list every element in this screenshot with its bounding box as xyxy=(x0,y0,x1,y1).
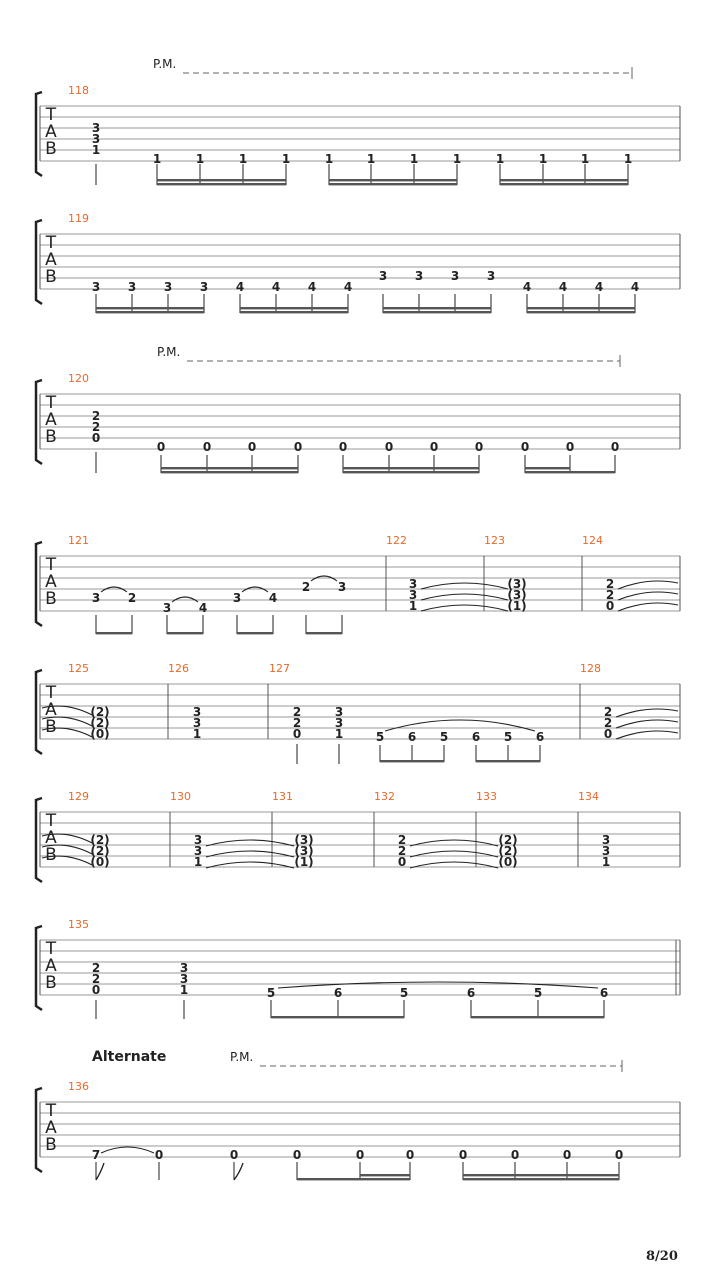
fret-number: 2 xyxy=(397,844,407,858)
fret-number: 0 xyxy=(91,431,101,445)
fret-number: 2 xyxy=(603,705,613,719)
fret-number: 3 xyxy=(232,591,242,605)
fret-number: (2) xyxy=(498,844,518,858)
tie-arc xyxy=(618,592,678,600)
fret-number: 2 xyxy=(127,591,137,605)
fret-number: 1 xyxy=(580,152,590,166)
fret-number: 4 xyxy=(630,280,640,294)
fret-number: 3 xyxy=(601,844,611,858)
fret-number: 4 xyxy=(307,280,317,294)
system-119-bracket xyxy=(36,220,42,304)
measure-number: 134 xyxy=(578,790,599,803)
fret-number: 0 xyxy=(614,1148,624,1162)
note-beam xyxy=(500,183,628,185)
fret-number: 0 xyxy=(202,440,212,454)
system-135-bracket xyxy=(36,926,42,1010)
note-beam xyxy=(271,1016,404,1018)
note-beam xyxy=(383,311,491,313)
tab-letter-a: A xyxy=(45,956,57,976)
fret-number: 0 xyxy=(293,440,303,454)
fret-number: 0 xyxy=(603,727,613,741)
fret-number: 0 xyxy=(384,440,394,454)
fret-number: 0 xyxy=(229,1148,239,1162)
fret-number: 2 xyxy=(91,972,101,986)
fret-number: 0 xyxy=(247,440,257,454)
tab-letter-t: T xyxy=(45,233,57,253)
tab-letter-t: T xyxy=(45,683,57,703)
note-beam xyxy=(471,1016,604,1018)
note-beam xyxy=(527,307,635,309)
fret-number: 3 xyxy=(334,716,344,730)
fret-number: 6 xyxy=(333,986,343,1000)
fret-number: (2) xyxy=(90,844,110,858)
fret-number: 4 xyxy=(558,280,568,294)
note-beam xyxy=(96,311,204,313)
fret-number: (0) xyxy=(498,855,518,869)
fret-number: 3 xyxy=(378,269,388,283)
fret-number: 2 xyxy=(397,833,407,847)
note-beam xyxy=(343,471,479,473)
fret-number: (2) xyxy=(90,705,110,719)
fret-number: 2 xyxy=(301,580,311,594)
fret-number: 5 xyxy=(266,986,276,1000)
fret-number: 2 xyxy=(603,716,613,730)
system-136-bracket xyxy=(36,1088,42,1172)
fret-number: 0 xyxy=(562,1148,572,1162)
note-beam xyxy=(157,179,286,181)
tab-letter-t: T xyxy=(45,105,57,125)
fret-number: 3 xyxy=(179,961,189,975)
fret-number: 0 xyxy=(338,440,348,454)
note-beam xyxy=(96,307,204,309)
fret-number: 3 xyxy=(179,972,189,986)
fret-number: 1 xyxy=(238,152,248,166)
measure-number: 121 xyxy=(68,534,89,547)
fret-number: 5 xyxy=(375,730,385,744)
tie-arc xyxy=(616,731,678,739)
fret-number: 0 xyxy=(156,440,166,454)
note-beam xyxy=(96,632,132,634)
system-129-134-bracket xyxy=(36,798,42,882)
fret-number: 0 xyxy=(355,1148,365,1162)
measure-number: 136 xyxy=(68,1080,89,1093)
fret-number: 3 xyxy=(91,121,101,135)
fret-number: 5 xyxy=(503,730,513,744)
tie-arc xyxy=(101,1147,154,1153)
tie-arc xyxy=(616,720,678,728)
fret-number: 3 xyxy=(414,269,424,283)
fret-number: 4 xyxy=(522,280,532,294)
note-flag xyxy=(234,1163,243,1180)
fret-number: 4 xyxy=(271,280,281,294)
note-beam xyxy=(500,179,628,181)
fret-number: 3 xyxy=(127,280,137,294)
fret-number: 1 xyxy=(495,152,505,166)
fret-number: 3 xyxy=(192,716,202,730)
tie-arc xyxy=(421,594,508,600)
fret-number: 0 xyxy=(458,1148,468,1162)
measure-number: 122 xyxy=(386,534,407,547)
fret-number: 2 xyxy=(292,716,302,730)
fret-number: 4 xyxy=(235,280,245,294)
fret-number: 0 xyxy=(292,727,302,741)
tie-arc xyxy=(616,709,678,717)
fret-number: 5 xyxy=(399,986,409,1000)
fret-number: 3 xyxy=(334,705,344,719)
fret-number: 0 xyxy=(91,983,101,997)
note-beam xyxy=(161,467,298,469)
fret-number: 4 xyxy=(198,601,208,615)
fret-number: (0) xyxy=(90,855,110,869)
fret-number: 2 xyxy=(91,961,101,975)
system-125-128-bracket xyxy=(36,670,42,754)
measure-number: 118 xyxy=(68,84,89,97)
fret-number: 6 xyxy=(471,730,481,744)
fret-number: 2 xyxy=(292,705,302,719)
measure-number: 125 xyxy=(68,662,89,675)
fret-number: 1 xyxy=(538,152,548,166)
fret-number: 0 xyxy=(605,599,615,613)
page-number: 8/20 xyxy=(646,1249,678,1264)
fret-number: 3 xyxy=(162,601,172,615)
fret-number: 6 xyxy=(466,986,476,1000)
fret-number: 1 xyxy=(152,152,162,166)
note-flag xyxy=(96,1163,104,1180)
fret-number: 1 xyxy=(334,727,344,741)
fret-number: 3 xyxy=(408,588,418,602)
fret-number: 0 xyxy=(292,1148,302,1162)
slur-arc xyxy=(278,982,598,988)
fret-number: 0 xyxy=(520,440,530,454)
fret-number: 4 xyxy=(268,591,278,605)
fret-number: 4 xyxy=(594,280,604,294)
fret-number: 5 xyxy=(533,986,543,1000)
fret-number: 6 xyxy=(407,730,417,744)
measure-number: 126 xyxy=(168,662,189,675)
fret-number: (2) xyxy=(90,833,110,847)
tab-letter-t: T xyxy=(45,811,57,831)
fret-number: (3) xyxy=(294,833,314,847)
note-beam xyxy=(329,179,457,181)
fret-number: 1 xyxy=(324,152,334,166)
fret-number: (1) xyxy=(294,855,314,869)
fret-number: (1) xyxy=(507,599,527,613)
note-beam xyxy=(525,467,570,469)
fret-number: (3) xyxy=(294,844,314,858)
tab-letter-a: A xyxy=(45,410,57,430)
note-beam xyxy=(463,1178,619,1180)
note-beam xyxy=(525,471,615,473)
fret-number: 1 xyxy=(623,152,633,166)
fret-number: 3 xyxy=(91,280,101,294)
note-beam xyxy=(527,311,635,313)
tab-letter-b: B xyxy=(45,717,57,737)
fret-number: 0 xyxy=(474,440,484,454)
fret-number: 0 xyxy=(610,440,620,454)
note-beam xyxy=(476,760,540,762)
note-beam xyxy=(343,467,479,469)
tie-arc xyxy=(421,583,508,589)
fret-number: 1 xyxy=(408,599,418,613)
fret-number: 3 xyxy=(163,280,173,294)
note-beam xyxy=(297,1178,410,1180)
note-beam xyxy=(237,632,273,634)
note-beam xyxy=(306,632,342,634)
fret-number: 1 xyxy=(179,983,189,997)
measure-number: 127 xyxy=(269,662,290,675)
palm-mute-label: P.M. xyxy=(153,57,177,71)
palm-mute-label: P.M. xyxy=(157,345,181,359)
system-120-bracket xyxy=(36,380,42,464)
measure-number: 135 xyxy=(68,918,89,931)
system-118-bracket xyxy=(36,92,42,176)
note-beam xyxy=(167,632,203,634)
note-beam xyxy=(463,1174,619,1176)
tab-letter-t: T xyxy=(45,555,57,575)
fret-number: 0 xyxy=(510,1148,520,1162)
tab-letter-a: A xyxy=(45,122,57,142)
system-121-124-bracket xyxy=(36,542,42,626)
fret-number: 3 xyxy=(193,833,203,847)
tie-arc xyxy=(421,605,508,611)
tab-letter-b: B xyxy=(45,267,57,287)
fret-number: 7 xyxy=(91,1148,101,1162)
tab-letter-a: A xyxy=(45,250,57,270)
fret-number: 6 xyxy=(599,986,609,1000)
note-beam xyxy=(329,183,457,185)
tie-arc xyxy=(618,603,678,611)
measure-number: 132 xyxy=(374,790,395,803)
fret-number: 1 xyxy=(192,727,202,741)
note-beam xyxy=(240,307,348,309)
measure-number: 133 xyxy=(476,790,497,803)
fret-number: 0 xyxy=(154,1148,164,1162)
fret-number: 0 xyxy=(405,1148,415,1162)
fret-number: 1 xyxy=(193,855,203,869)
tab-letter-a: A xyxy=(45,828,57,848)
fret-number: 0 xyxy=(397,855,407,869)
tab-letter-t: T xyxy=(45,939,57,959)
fret-number: 1 xyxy=(601,855,611,869)
tab-letter-t: T xyxy=(45,393,57,413)
tab-letter-b: B xyxy=(45,427,57,447)
fret-number: 1 xyxy=(366,152,376,166)
tab-letter-t: T xyxy=(45,1101,57,1121)
measure-number: 119 xyxy=(68,212,89,225)
note-beam xyxy=(161,471,298,473)
fret-number: 1 xyxy=(409,152,419,166)
note-beam xyxy=(380,760,444,762)
fret-number: 3 xyxy=(91,591,101,605)
alternate-label: Alternate xyxy=(92,1049,167,1065)
fret-number: 3 xyxy=(193,844,203,858)
tab-letter-b: B xyxy=(45,139,57,159)
measure-number: 123 xyxy=(484,534,505,547)
palm-mute-label: P.M. xyxy=(230,1050,254,1064)
measure-number: 130 xyxy=(170,790,191,803)
measure-number: 120 xyxy=(68,372,89,385)
fret-number: 3 xyxy=(601,833,611,847)
fret-number: 5 xyxy=(439,730,449,744)
fret-number: (0) xyxy=(90,727,110,741)
fret-number: 1 xyxy=(91,143,101,157)
fret-number: (2) xyxy=(90,716,110,730)
tab-letter-b: B xyxy=(45,1135,57,1155)
fret-number: 1 xyxy=(281,152,291,166)
fret-number: 3 xyxy=(450,269,460,283)
fret-number: (3) xyxy=(507,577,527,591)
fret-number: (2) xyxy=(498,833,518,847)
fret-number: 1 xyxy=(195,152,205,166)
tab-letter-b: B xyxy=(45,589,57,609)
fret-number: 3 xyxy=(91,132,101,146)
note-beam xyxy=(157,183,286,185)
fret-number: 2 xyxy=(91,409,101,423)
measure-number: 131 xyxy=(272,790,293,803)
fret-number: 2 xyxy=(605,577,615,591)
tab-letter-b: B xyxy=(45,845,57,865)
fret-number: 3 xyxy=(408,577,418,591)
note-beam xyxy=(360,1174,410,1176)
fret-number: 3 xyxy=(337,580,347,594)
fret-number: 0 xyxy=(565,440,575,454)
fret-number: 1 xyxy=(452,152,462,166)
fret-number: 3 xyxy=(199,280,209,294)
tab-letter-a: A xyxy=(45,572,57,592)
measure-number: 129 xyxy=(68,790,89,803)
fret-number: 2 xyxy=(91,420,101,434)
fret-number: 3 xyxy=(192,705,202,719)
note-beam xyxy=(383,307,491,309)
measure-number: 128 xyxy=(580,662,601,675)
fret-number: (3) xyxy=(507,588,527,602)
fret-number: 4 xyxy=(343,280,353,294)
tab-letter-b: B xyxy=(45,973,57,993)
fret-number: 3 xyxy=(486,269,496,283)
tab-letter-a: A xyxy=(45,1118,57,1138)
tie-arc xyxy=(618,581,678,589)
fret-number: 2 xyxy=(605,588,615,602)
fret-number: 0 xyxy=(429,440,439,454)
note-beam xyxy=(240,311,348,313)
tab-letter-a: A xyxy=(45,700,57,720)
measure-number: 124 xyxy=(582,534,603,547)
fret-number: 6 xyxy=(535,730,545,744)
